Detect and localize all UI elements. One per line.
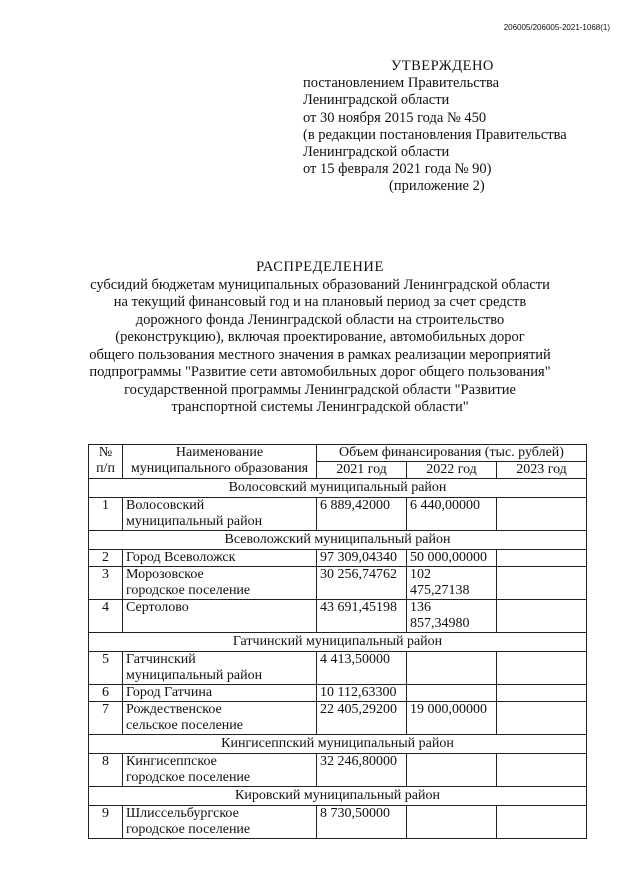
municipality-name [123, 567, 317, 600]
district-name: Кировский муниципальный район [89, 787, 587, 806]
header-number-line: п/п [96, 461, 115, 476]
header-number [89, 445, 123, 479]
district-row [89, 633, 587, 652]
heading-line: субсидий бюджетам муниципальных образований Ленинградской области [90, 276, 550, 293]
header-funding: Объем финансирования (тыс. рублей) [317, 445, 587, 462]
district-row [89, 787, 587, 806]
municipality-name [123, 702, 317, 735]
municipality-name-line: Морозовское [126, 567, 204, 582]
approval-line: Ленинградской области [303, 92, 450, 109]
approval-block [303, 58, 603, 196]
value-2023 [497, 754, 587, 787]
value-2021: 30 256,74762 [317, 567, 407, 600]
row-number: 1 [89, 498, 123, 531]
municipality-name-line: Гатчинский [126, 652, 196, 667]
approval-line: постановлением Правительства [303, 75, 500, 92]
value-2022 [407, 685, 497, 702]
row-number: 9 [89, 806, 123, 839]
value-2021: 4 413,50000 [317, 652, 407, 685]
row-number: 3 [89, 567, 123, 600]
table-header-row [89, 445, 587, 462]
header-year-2023: 2023 год [497, 462, 587, 479]
heading-line: государственной программы Ленинградской области "Развитие [124, 381, 516, 398]
district-name: Всеволожский муниципальный район [89, 531, 587, 550]
value-2021: 32 246,80000 [317, 754, 407, 787]
table-row [89, 685, 587, 702]
value-2021: 97 309,04340 [317, 550, 407, 567]
municipality-name-line: Город Гатчина [126, 685, 213, 700]
district-name: Волосовский муниципальный район [89, 479, 587, 498]
value-2021: 10 112,63300 [317, 685, 407, 702]
district-row [89, 479, 587, 498]
municipality-name-line: муниципальный район [126, 514, 263, 529]
municipality-name-line: Шлиссельбургское [126, 806, 239, 821]
heading-line: общего пользования местного значения в рамках реализации мероприятий [89, 346, 551, 363]
approval-title: УТВЕРЖДЕНО [391, 58, 494, 74]
table-row [89, 702, 587, 735]
table-row [89, 498, 587, 531]
heading-line: подпрограммы "Развитие сети автомобильных дорог общего пользования" [89, 364, 551, 380]
value-2021: 22 405,29200 [317, 702, 407, 735]
header-year-2022: 2022 год [407, 462, 497, 479]
document-heading [60, 259, 580, 417]
table-row [89, 600, 587, 633]
heading-line: на текущий финансовый год и на плановый период за счет средств [113, 294, 527, 310]
row-number: 8 [89, 754, 123, 787]
header-name-line: Наименование [175, 445, 264, 460]
value-2022: 102 475,27138 [407, 567, 497, 600]
value-2023 [497, 567, 587, 600]
value-2023 [497, 550, 587, 567]
value-2022: 6 440,00000 [407, 498, 497, 531]
value-2022: 50 000,00000 [407, 550, 497, 567]
municipality-name-line: Волосовский [126, 498, 205, 513]
district-row [89, 531, 587, 550]
district-name: Гатчинский муниципальный район [89, 633, 587, 652]
value-2023 [497, 702, 587, 735]
row-number: 2 [89, 550, 123, 567]
heading-line: транспортной системы Ленинградской области" [171, 399, 469, 415]
value-2023 [497, 652, 587, 685]
municipality-name [123, 550, 317, 567]
header-year-2021: 2021 год [317, 462, 407, 479]
table-row [89, 550, 587, 567]
municipality-name-line: городское поселение [126, 770, 251, 785]
value-2023 [497, 806, 587, 839]
approval-line: от 30 ноября 2015 года № 450 [303, 109, 487, 126]
approval-line: Ленинградской области [303, 144, 450, 161]
header-number-line: № [98, 445, 113, 460]
district-name: Кингисеппский муниципальный район [89, 735, 587, 754]
header-name-line: муниципального образования [130, 461, 309, 476]
heading-line: дорожного фонда Ленинградской области на строительство [135, 311, 505, 328]
municipality-name-line: Кингисеппское [126, 754, 217, 769]
district-row [89, 735, 587, 754]
value-2022: 19 000,00000 [407, 702, 497, 735]
row-number: 4 [89, 600, 123, 633]
municipality-name-line: городское поселение [126, 583, 251, 598]
value-2022 [407, 652, 497, 685]
row-number: 7 [89, 702, 123, 735]
municipality-name-line: сельское поселение [126, 718, 243, 733]
approval-line: от 15 февраля 2021 года № 90) [303, 161, 492, 178]
municipality-name [123, 754, 317, 787]
table-row [89, 652, 587, 685]
heading-title: РАСПРЕДЕЛЕНИЕ [256, 259, 384, 275]
value-2022: 136 857,34980 [407, 600, 497, 633]
approval-appendix: (приложение 2) [389, 178, 485, 195]
header-name [123, 445, 317, 479]
municipality-name [123, 806, 317, 839]
table-row [89, 754, 587, 787]
municipality-name-line: Сертолово [126, 600, 189, 615]
municipality-name-line: муниципальный район [126, 668, 263, 683]
municipality-name-line: городское поселение [126, 822, 251, 837]
document-number: 206005/206005-2021-1068(1) [503, 23, 610, 32]
value-2021: 6 889,42000 [317, 498, 407, 531]
municipality-name [123, 498, 317, 531]
approval-line: (в редакции постановления Правительства [303, 126, 567, 143]
value-2023 [497, 498, 587, 531]
municipality-name-line: Город Всеволожск [126, 550, 236, 565]
municipality-name [123, 600, 317, 633]
table-row [89, 567, 587, 600]
municipality-name [123, 685, 317, 702]
value-2022 [407, 806, 497, 839]
value-2022 [407, 754, 497, 787]
municipality-name [123, 652, 317, 685]
value-2021: 43 691,45198 [317, 600, 407, 633]
municipality-name-line: Рождественское [126, 702, 222, 717]
heading-line: (реконструкцию), включая проектирование, автомобильных дорог [115, 329, 525, 345]
value-2023 [497, 600, 587, 633]
table-row [89, 806, 587, 839]
row-number: 5 [89, 652, 123, 685]
subsidy-table [88, 444, 587, 839]
row-number: 6 [89, 685, 123, 702]
value-2023 [497, 685, 587, 702]
value-2021: 8 730,50000 [317, 806, 407, 839]
